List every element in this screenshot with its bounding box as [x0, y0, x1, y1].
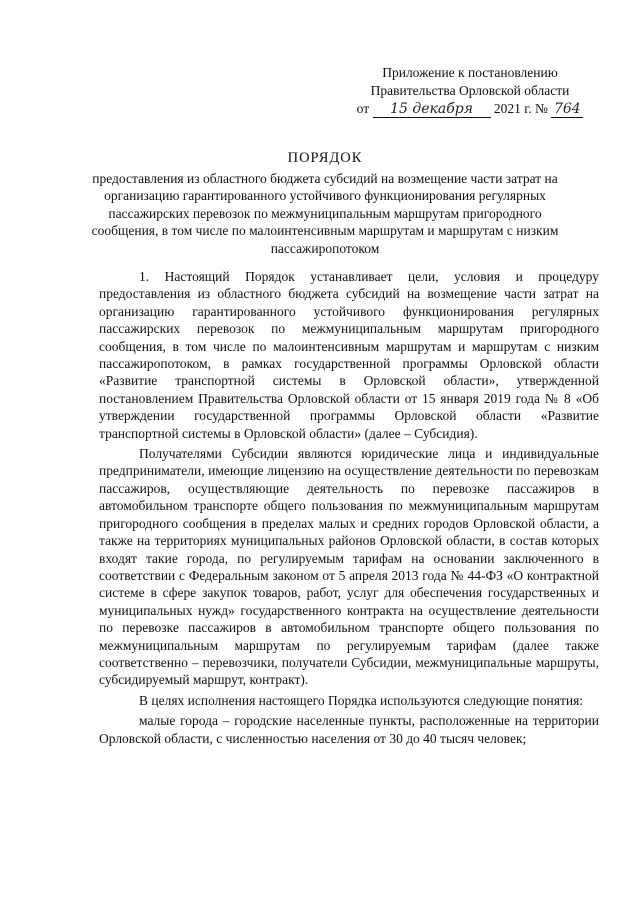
document-title: ПОРЯДОК — [287, 150, 363, 166]
appendix-header — [340, 64, 600, 118]
handwritten-number: 764 — [551, 102, 583, 118]
appendix-date-line — [340, 100, 600, 118]
paragraph-1: 1. Настоящий Порядок устанавливает цели, условия и процедуру предоставления из областного бюджета субсидий на возмещение части затрат на организацию гарантированного устойчивого функционирования регулярных пассажирских перевозок по межмуниципальным маршрутам пригородного сообщения, в том числе по малоинтенсивным маршрутам и маршрутам с низким пассажиропотоком, в рамках государственной программы Орловской области «Развитие транспортной системы в Орловской области», утвержденной постановлением Правительства Орловской области от 15 января 2019 года № 8 «Об утверждении государственной программы Орловской области «Развитие транспортной системы в Орловской области» (далее – Субсидия). — [99, 269, 599, 441]
handwritten-date: 15 декабря — [373, 102, 491, 118]
paragraph-2: Получателями Субсидии являются юридические лица и индивидуальные предприниматели, имеющие лицензию на осуществление деятельности по перевозкам пассажиров, осуществляющие деятельность по перевозке пассажиров в автомобильном транспорте общего пользования по межмуниципальным маршрутам пригородного сообщения в пределах малых и средних городов Орловской области, а также на территориях муниципальных районов Орловской области, в состав которых входят такие города, по регулируемым тарифам на основании заключенного в соответствии с Федеральным законом от 5 апреля 2013 года № 44-ФЗ «О контрактной системе в сфере закупок товаров, работ, услуг для обеспечения государственных и муниципальных нужд» государственного контракта на осуществление деятельности по перевозке пассажиров в автомобильном транспорте общего пользования по межмуниципальным маршрутам по регулируемым тарифам (далее также соответственно – перевозчики, получатели Субсидии, межмуниципальные маршруты, субсидируемый маршрут, контракт). — [99, 446, 599, 688]
document-subtitle: предоставления из областного бюджета субсидий на возмещение части затрат на организацию гарантированного устойчивого функционирования регулярных пассажирских перевозок по межмуниципальным маршрутам пригородного сообщения, в том числе по малоинтенсивным маршрутам и маршрутам с низким пассажиропотоком — [91, 171, 559, 256]
paragraph-3: В целях исполнения настоящего Порядка используются следующие понятия: — [139, 692, 584, 708]
appendix-line-2: Правительства Орловской области — [370, 83, 570, 98]
appendix-line-1: Приложение к постановлению — [382, 65, 558, 80]
document-body — [99, 268, 599, 747]
title-block — [90, 148, 560, 257]
from-label: от — [356, 101, 370, 116]
paragraph-4: малые города – городские населенные пункты, расположенные на территории Орловской области, с численностью населения от 30 до 40 тысяч человек; — [99, 713, 599, 746]
year-label: 2021 г. № — [493, 101, 548, 116]
